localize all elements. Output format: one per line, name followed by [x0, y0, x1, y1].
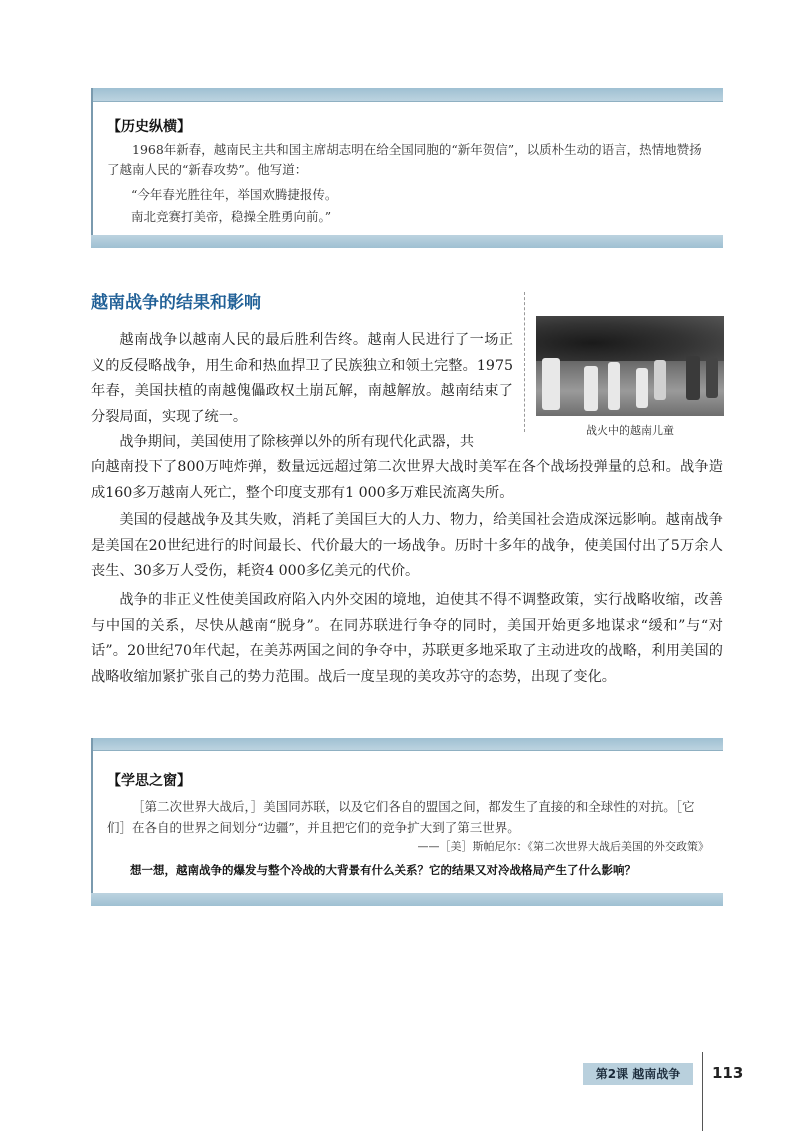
paragraph-2b: 向越南投下了800万吨炸弹，数量远远超过第二次世界大战时美军在各个战场投弹量的总和。战争造成160多万越南人死亡，整个印度支那有1 000多万难民流离失所。 [91, 459, 723, 501]
study-box-header-bar [91, 738, 723, 751]
paragraph-4: 战争的非正义性使美国政府陷入内外交困的境地，迫使其不得不调整政策，实行战略收缩，改善与中国的关系，尽快从越南“脱身”。在同苏联进行争夺的同时，美国开始更多地谋求“缓和”与“对话”。20世纪70年代起，在美苏两国之间的争夺中，苏联更多地采取了主动进攻的战略，利用美国的战略收缩加紧扩张自己的势力范围。战后一度呈现的美攻苏守的态势，出现了变化。 [91, 592, 723, 685]
history-box-poem-line1: “今年春光胜往年，举国欢腾捷报传。 [131, 187, 338, 202]
history-box [91, 88, 723, 248]
study-box-left-rule [91, 738, 93, 906]
study-box-quote: ［第二次世界大战后，］美国同苏联，以及它们各自的盟国之间，都发生了直接的和全球性的对抗。［它们］在各自的世界之间划分“边疆”，并且把它们的竞争扩大到了第三世界。 [107, 799, 695, 835]
study-box-source: ——［美］斯帕尼尔：《第二次世界大战后美国的外交政策》 [417, 840, 709, 853]
history-box-header-bar [91, 88, 723, 102]
history-box-footer-bar [91, 235, 723, 248]
paragraph-3: 美国的侵越战争及其失败，消耗了美国巨大的人力、物力，给美国社会造成深远影响。越南战争是美国在20世纪进行的时间最长、代价最大的一场战争。历时十多年的战争，使美国付出了5万余人丧生、30多万人受伤，耗资4 000多亿美元的代价。 [91, 512, 723, 579]
paragraph-2a: 战争期间，美国使用了除核弹以外的所有现代化武器，共 [119, 434, 475, 450]
page-number: 113 [712, 1064, 744, 1082]
study-box-question: 想一想，越南战争的爆发与整个冷战的大背景有什么关系？它的结果又对冷战格局产生了什么影响？ [130, 863, 636, 877]
history-box-text: 1968年新春，越南民主共和国主席胡志明在给全国同胞的“新年贺信”，以质朴生动的语言，热情地赞扬了越南人民的“新春攻势”。他写道： [107, 142, 702, 177]
study-box-heading: 【学思之窗】 [107, 773, 191, 789]
history-box-poem-line2: 南北竞赛打美帝，稳操全胜勇向前。” [131, 209, 332, 224]
photo-vietnam-children [536, 316, 724, 416]
study-box [91, 738, 723, 906]
section-title: 越南战争的结果和影响 [91, 293, 261, 313]
history-box-heading: 【历史纵横】 [107, 119, 191, 135]
page-number-rule [702, 1052, 703, 1131]
paragraph-1: 越南战争以越南人民的最后胜利告终。越南人民进行了一场正义的反侵略战争，用生命和热血捍卫了民族独立和领土完整。1975年春，美国扶植的南越傀儡政权土崩瓦解，南越解放。越南结束了分裂局面，实现了统一。 [91, 332, 513, 425]
photo-caption: 战火中的越南儿童 [586, 424, 674, 437]
photo-divider [524, 292, 525, 432]
history-box-left-rule [91, 88, 93, 248]
study-box-footer-bar [91, 893, 723, 906]
lesson-label: 第2课 越南战争 [583, 1063, 693, 1085]
